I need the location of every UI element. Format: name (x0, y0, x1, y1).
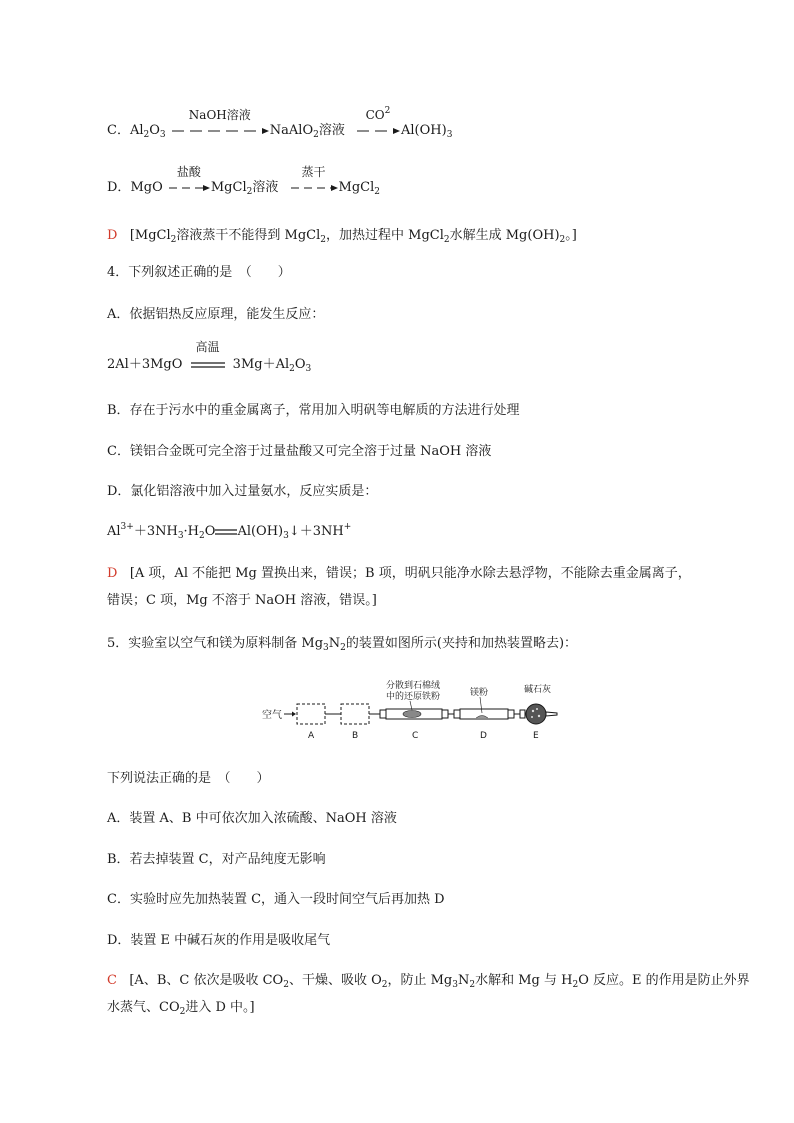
reaction-arrow: $CO^2$ (355, 122, 401, 140)
svg-text:E: E (533, 731, 539, 741)
svg-text:D: D (480, 731, 487, 741)
q4-answer: D [A 项，Al 不能把 Mg 置换出来，错误；B 项，明矾只能净水除去悬浮物，不能除去重金属离子， (107, 566, 691, 581)
q4-answer-line2: 错误；C 项，Mg 不溶于 NaOH 溶液，错误。] (107, 593, 377, 608)
equal-sign (215, 528, 237, 536)
option-c-line: C．$Al_2O_3$ NaOH溶液 NaAlO$_2$溶液 $CO^2$ $Al(OH)_3$ (107, 106, 453, 140)
q5-option-b: B．若去掉装置 C，对产品纯度无影响 (107, 852, 326, 867)
apparatus-a (297, 704, 325, 724)
label-e: 碱石灰 (524, 685, 552, 695)
label-d: 镁粉 (470, 688, 489, 698)
q4-option-c: C．镁铝合金既可完全溶于过量盐酸又可完全溶于过量 NaOH 溶液 (107, 444, 492, 459)
answer-letter: C (107, 973, 117, 988)
option-d-line: D．MgO 盐酸 MgCl$_2$溶液 蒸干 MgCl$_2$ (107, 165, 380, 197)
svg-text:C: C (412, 731, 419, 741)
q4-equation-a: 2Al＋3MgO 高温 $3Mg+Al_2O_3$ (107, 340, 312, 374)
q5-option-d: D．装置 E 中碱石灰的作用是吸收尾气 (107, 933, 331, 948)
q5-stem: 5．实验室以空气和镁为原料制备 $Mg_3N_2$的装置如图所示(夹持和加热装置略去)： (107, 636, 578, 653)
q4-equation-d: $Al^{3+}+3NH_3\cdot H_2O$ $Al(OH)_3↓+3NH^+$ (107, 522, 352, 541)
q5-prompt: 下列说法正确的是 （ ） (107, 771, 270, 786)
equal-sign: 高温 (195, 340, 220, 354)
q4-stem: 4．下列叙述正确的是 （ ） (107, 265, 291, 280)
apparatus-b (341, 704, 369, 724)
label-c-line2: 中的还原铁粉 (386, 692, 441, 702)
apparatus-diagram (258, 680, 560, 742)
q5-option-a: A．装置 A、B 中可依次加入浓硫酸、NaOH 溶液 (107, 811, 397, 826)
q5-answer-line2: 水蒸气、$CO_2$进入 D 中。] (107, 1000, 255, 1017)
q5-answer: C [A、B、C 依次是吸收 $CO_2$、干燥、吸收 $O_2$，防止 $Mg_3N_2$水解和 Mg 与 $H_2O$ 反应。E 的作用是防止外界 (107, 973, 750, 990)
reaction-arrow: 蒸干 (289, 179, 339, 197)
svg-text:B: B (352, 731, 359, 741)
reaction-arrow: 盐酸 (167, 179, 211, 197)
q3-answer: D [MgCl$_2$溶液蒸干不能得到 MgCl$_2$，加热过程中 MgCl$_2$水解生成 $Mg(OH)_2$。] (107, 228, 577, 245)
air-label: 空气 (262, 710, 282, 721)
svg-text:A: A (308, 731, 315, 741)
q4-option-b: B．存在于污水中的重金属离子，常用加入明矾等电解质的方法进行处理 (107, 403, 520, 418)
apparatus-e (520, 704, 557, 724)
apparatus-d (454, 709, 514, 719)
reaction-arrow: NaOH溶液 (170, 122, 270, 140)
answer-letter: D (107, 228, 118, 243)
q4-option-a: A．依据铝热反应原理，能发生反应： (107, 307, 325, 322)
answer-letter: D (107, 566, 118, 581)
q5-option-c: C．实验时应先加热装置 C，通入一段时间空气后再加热 D (107, 892, 445, 907)
apparatus-c (380, 709, 448, 719)
label-c-line1: 分散到石棉绒 (386, 681, 441, 691)
q4-option-d: D．氯化铝溶液中加入过量氨水，反应实质是： (107, 484, 378, 499)
